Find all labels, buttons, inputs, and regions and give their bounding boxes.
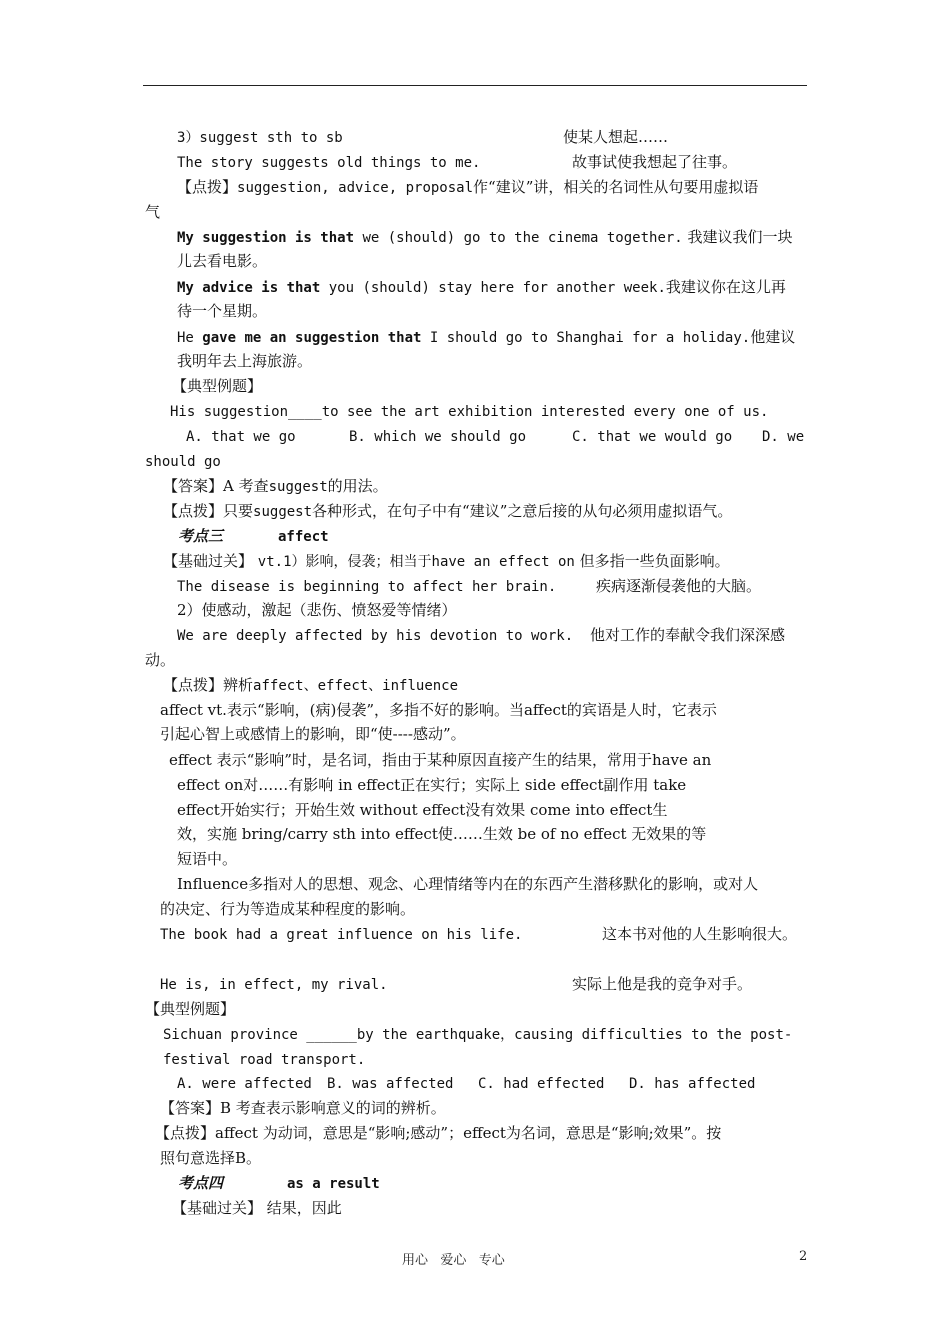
text-line: 疾病逐渐侵袭他的大脑。 [596, 577, 762, 595]
option-d: D. we [762, 429, 805, 445]
paragraph-influence: Influence多指对人的思想、观念、心理情绪等内在的东西产生潜移默化的影响，或对人 [177, 875, 759, 893]
example-sentence: My advice is that you (should) stay here for another week.我建议你在这儿再 [177, 278, 786, 296]
question-stem: festival road transport. [163, 1052, 366, 1068]
paragraph-effect: effect on对……有影响 in effect正在实行；实际上 side effect副作用 take [177, 776, 687, 794]
paragraph-effect: 效，实施 bring/carry sth into effect使……生效 be of no effect 无效果的等 [177, 825, 707, 843]
question-stem: His suggestion____to see the art exhibition interested every one of us. [170, 404, 769, 420]
question-stem: Sichuan province ______by the earthquake，causing difficulties to the post- [163, 1027, 793, 1043]
tip-continued: 照句意选择B。 [160, 1149, 262, 1167]
tip: 【点拨】只要suggest各种形式，在句子中有“建议”之意后接的从句必须用虚拟语气。 [163, 502, 733, 520]
basics: 【基础过关】 结果，因此 [172, 1199, 342, 1217]
topic-word: affect [278, 529, 329, 545]
paragraph-affect: 引起心智上或感情上的影响，即“使----感动”。 [160, 725, 466, 743]
option-c: C. that we would go [572, 429, 733, 445]
answer: 【答案】A 考查suggest的用法。 [163, 477, 388, 495]
text-line: The story suggests old things to me. [177, 155, 481, 171]
footer-motto: 用心 爱心 专心 [402, 1253, 505, 1268]
option-b: B. which we should go [349, 429, 527, 445]
topic-heading: 考点四 [178, 1174, 224, 1192]
text-line: 气 [145, 203, 161, 221]
text-line: 动。 [145, 651, 176, 669]
header-rule [143, 85, 807, 86]
paragraph-effect: 短语中。 [177, 850, 238, 868]
text-line: 故事试使我想起了往事。 [572, 153, 738, 171]
option-d: D. has affected [629, 1076, 756, 1092]
text-line: 这本书对他的人生影响很大。 [602, 925, 798, 943]
text-line: 实际上他是我的竞争对手。 [572, 975, 753, 993]
topic-word: as a result [287, 1176, 380, 1192]
text-line: 待一个星期。 [177, 302, 268, 320]
section-heading: 【典型例题】 [145, 1000, 236, 1018]
text-line: The book had a great influence on his life. [160, 927, 523, 943]
section-heading: 【典型例题】 [172, 377, 263, 395]
paragraph-affect: affect vt.表示“影响，(病)侵袭”，多指不好的影响。当affect的宾语是人时，它表示 [160, 701, 717, 719]
option-b: B. was affected [327, 1076, 454, 1092]
text-line: He is, in effect, my rival. [160, 977, 388, 993]
option-d-continued: should go [145, 454, 221, 470]
paragraph-influence: 的决定、行为等造成某种程度的影响。 [160, 900, 416, 918]
example-sentence: He gave me an suggestion that I should go to Shanghai for a holiday.他建议 [177, 328, 796, 346]
option-a: A. that we go [186, 429, 296, 445]
text-line: We are deeply affected by his devotion to work. [177, 628, 574, 644]
text-line: 他对工作的奉献令我们深深感 [590, 626, 786, 644]
text-line: 3）suggest sth to sb [177, 130, 343, 146]
text-line: The disease is beginning to affect her brain. [177, 579, 557, 595]
option-a: A. were affected [177, 1076, 312, 1092]
text-line: 【点拨】suggestion, advice, proposal作“建议”讲，相关的名词性从句要用虚拟语 [177, 178, 759, 196]
text-line: 使某人想起…… [563, 128, 669, 146]
answer: 【答案】B 考查表示影响意义的词的辨析。 [160, 1099, 446, 1117]
text-line: 2）使感动，激起（悲伤、愤怒爱等情绪） [177, 601, 457, 619]
basics: 【基础过关】 vt.1）影响，侵袭；相当于have an effect on 但多指一些负面影响。 [163, 552, 730, 570]
text-line: 我明年去上海旅游。 [177, 352, 313, 370]
paragraph-effect: effect 表示“影响”时，是名词，指由于某种原因直接产生的结果，常用于have an [169, 751, 712, 769]
text-line: 儿去看电影。 [177, 252, 268, 270]
topic-heading: 考点三 [178, 527, 224, 545]
tip: 【点拨】affect 为动词，意思是“影响;感动”；effect为名词，意思是“影响;效果”。按 [155, 1124, 722, 1142]
example-sentence: My suggestion is that we (should) go to the cinema together. 我建议我们一块 [177, 228, 793, 246]
tip: 【点拨】辨析affect、effect、influence [163, 676, 459, 694]
option-c: C. had effected [478, 1076, 605, 1092]
paragraph-effect: effect开始实行；开始生效 without effect没有效果 come into effect生 [177, 801, 668, 819]
page-number: 2 [799, 1249, 808, 1264]
